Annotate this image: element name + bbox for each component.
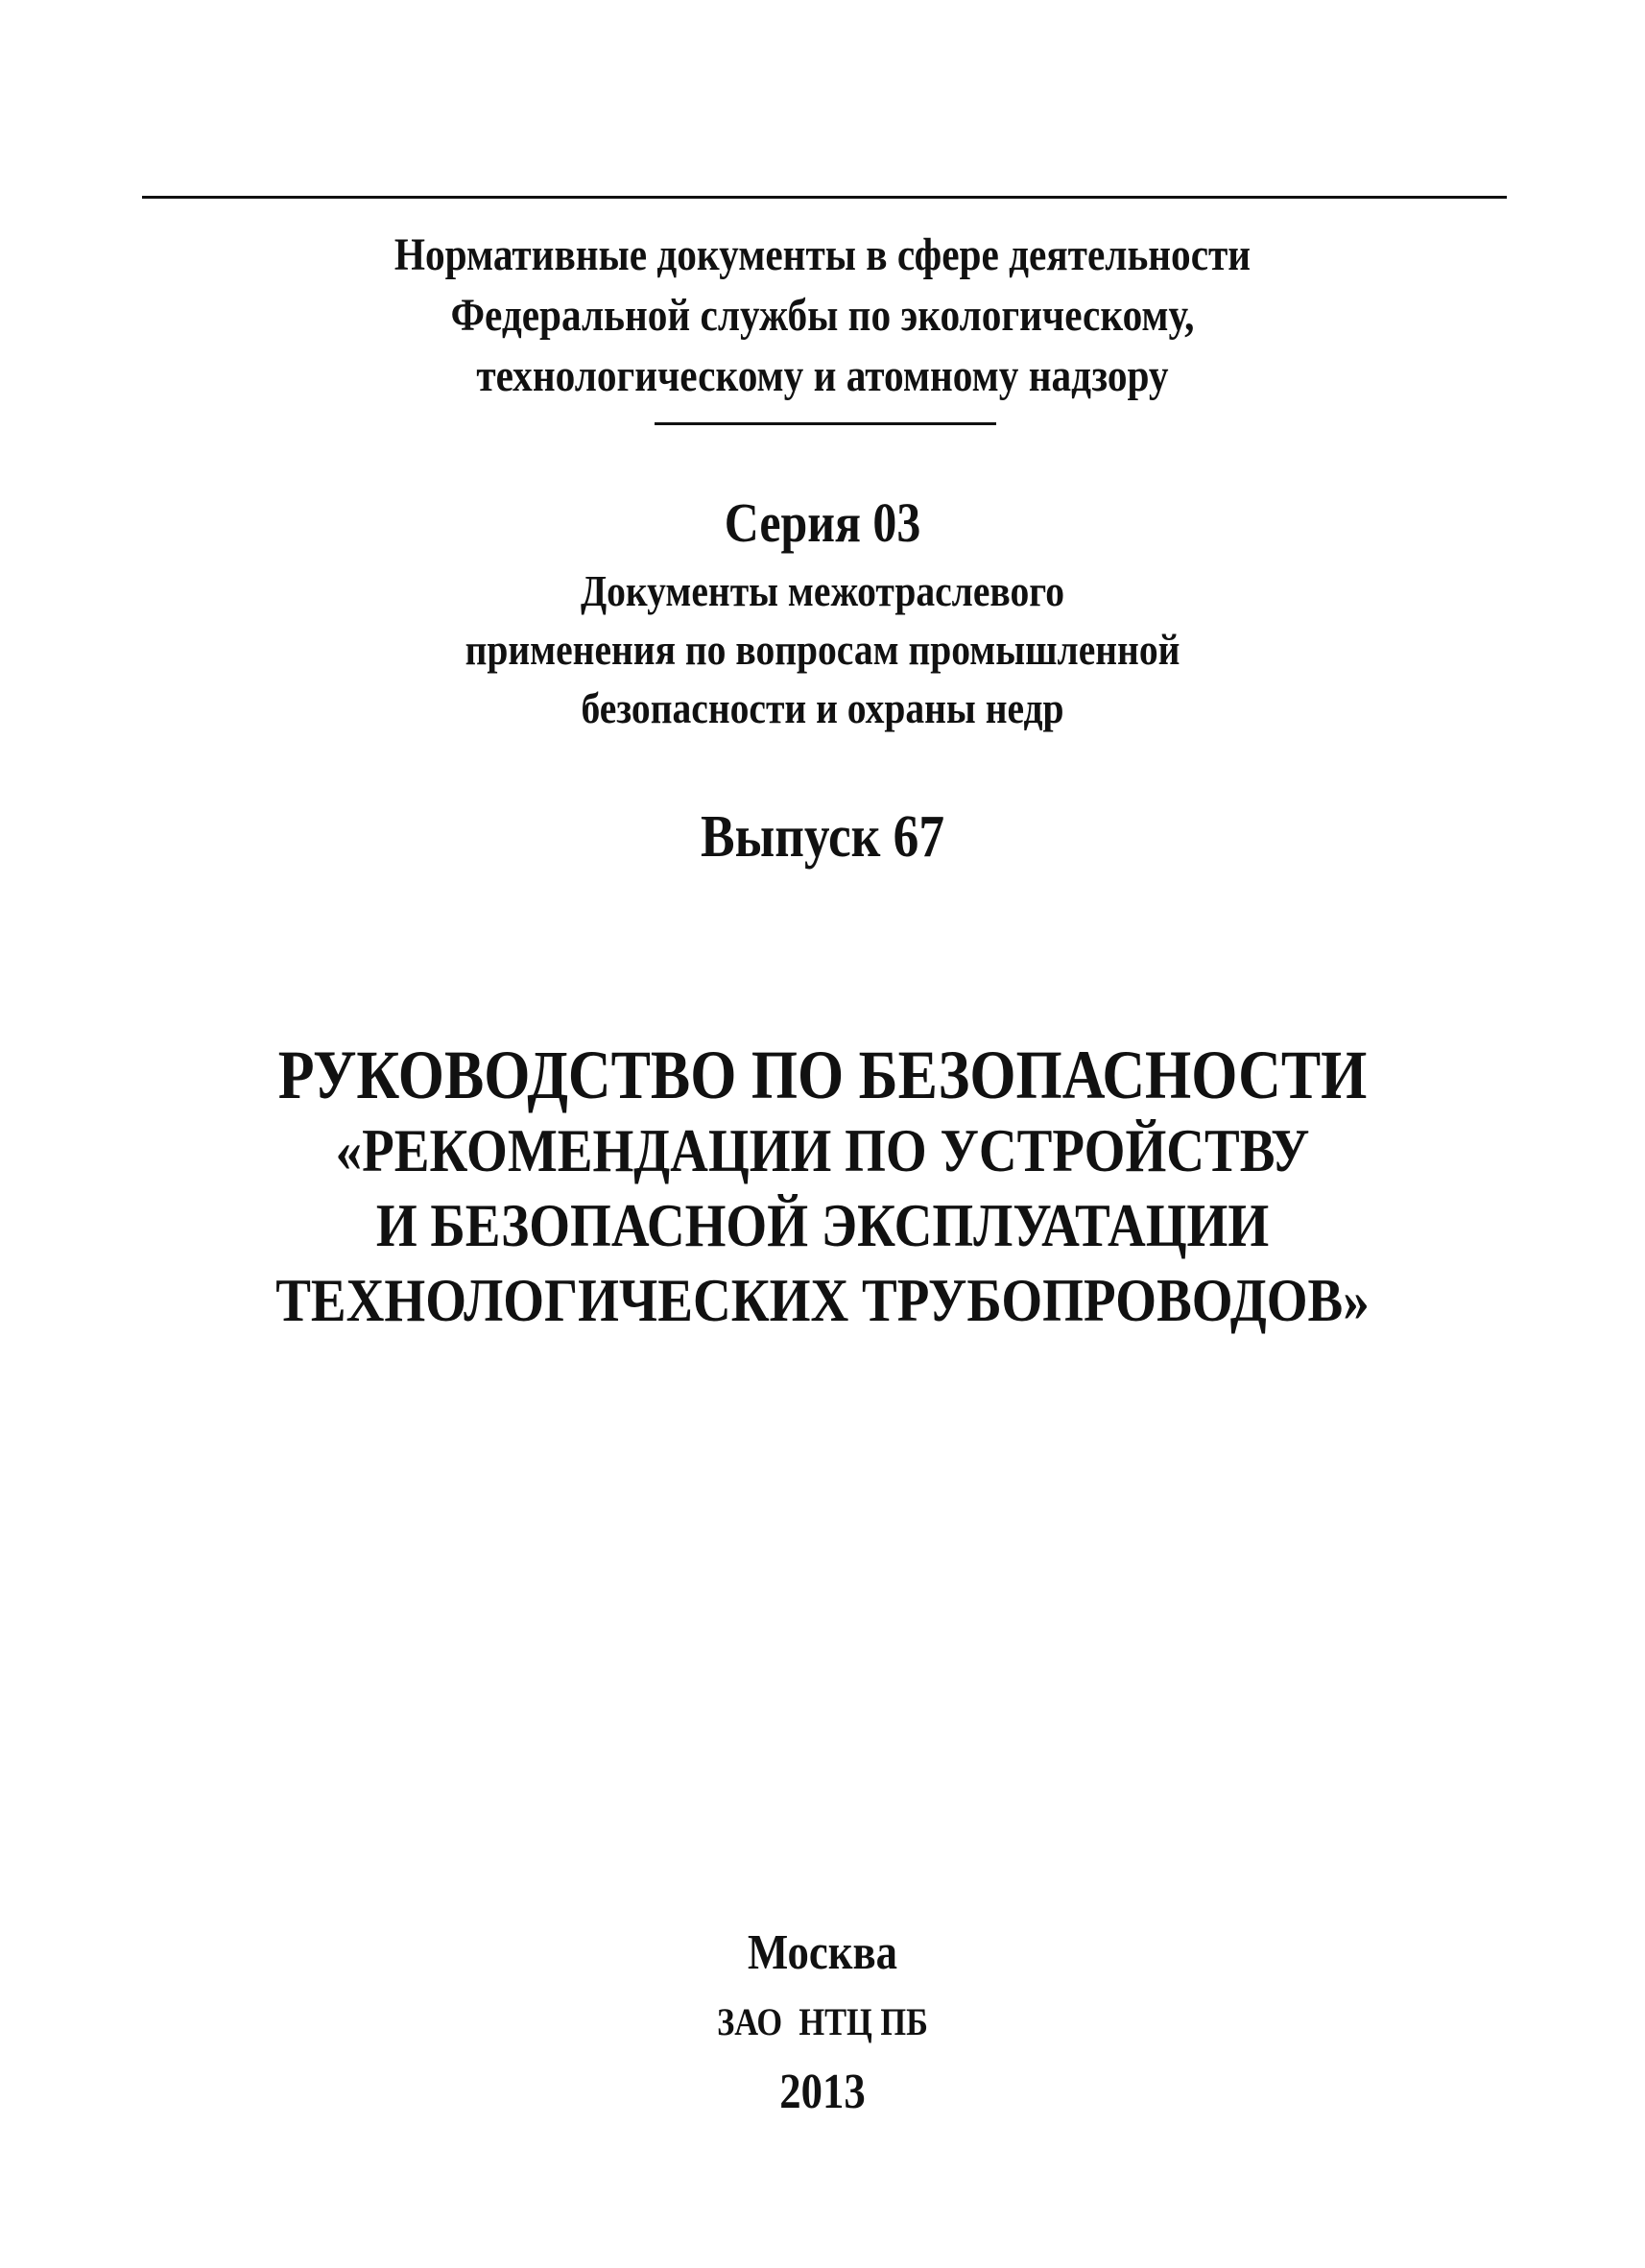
series-description xyxy=(115,561,1530,737)
authority-heading xyxy=(115,225,1530,406)
imprint-year xyxy=(115,2062,1530,2123)
issue-title-text: Выпуск 67 xyxy=(701,804,944,870)
authority-line-2: Федеральной службы по экологическому, xyxy=(450,290,1195,341)
document-title-main: РУКОВОДСТВО ПО БЕЗОПАСНОСТИ xyxy=(277,1037,1368,1113)
document-subtitle-line-1: «РЕКОМЕНДАЦИИ ПО УСТРОЙСТВУ xyxy=(335,1116,1310,1184)
series-description-line-3: безопасности и охраны недр xyxy=(581,683,1064,732)
imprint-publisher-text: ЗАО НТЦ ПБ xyxy=(717,2000,928,2043)
series-title xyxy=(115,489,1530,557)
imprint-year-text: 2013 xyxy=(779,2065,866,2119)
issue-title xyxy=(115,799,1530,875)
imprint-city-text: Москва xyxy=(747,1925,898,1980)
document-subtitle-line-2: И БЕЗОПАСНОЙ ЭКСПЛУАТАЦИИ xyxy=(375,1191,1270,1259)
document-subtitle-line-3: ТЕХНОЛОГИЧЕСКИХ ТРУБОПРОВОДОВ» xyxy=(275,1266,1370,1334)
imprint-city xyxy=(115,1922,1530,1984)
document-subtitle xyxy=(115,1113,1530,1338)
top-divider xyxy=(142,196,1507,199)
series-description-line-2: применения по вопросам промышленной xyxy=(465,625,1180,674)
authority-line-3: технологическому и атомному надзору xyxy=(476,350,1169,401)
series-title-text: Серия 03 xyxy=(724,491,921,554)
document-title xyxy=(115,1035,1530,1115)
imprint-publisher xyxy=(115,1997,1530,2047)
section-divider xyxy=(655,422,996,425)
series-description-line-1: Документы межотраслевого xyxy=(580,566,1065,615)
authority-line-1: Нормативные документы в сфере деятельности xyxy=(393,229,1252,280)
